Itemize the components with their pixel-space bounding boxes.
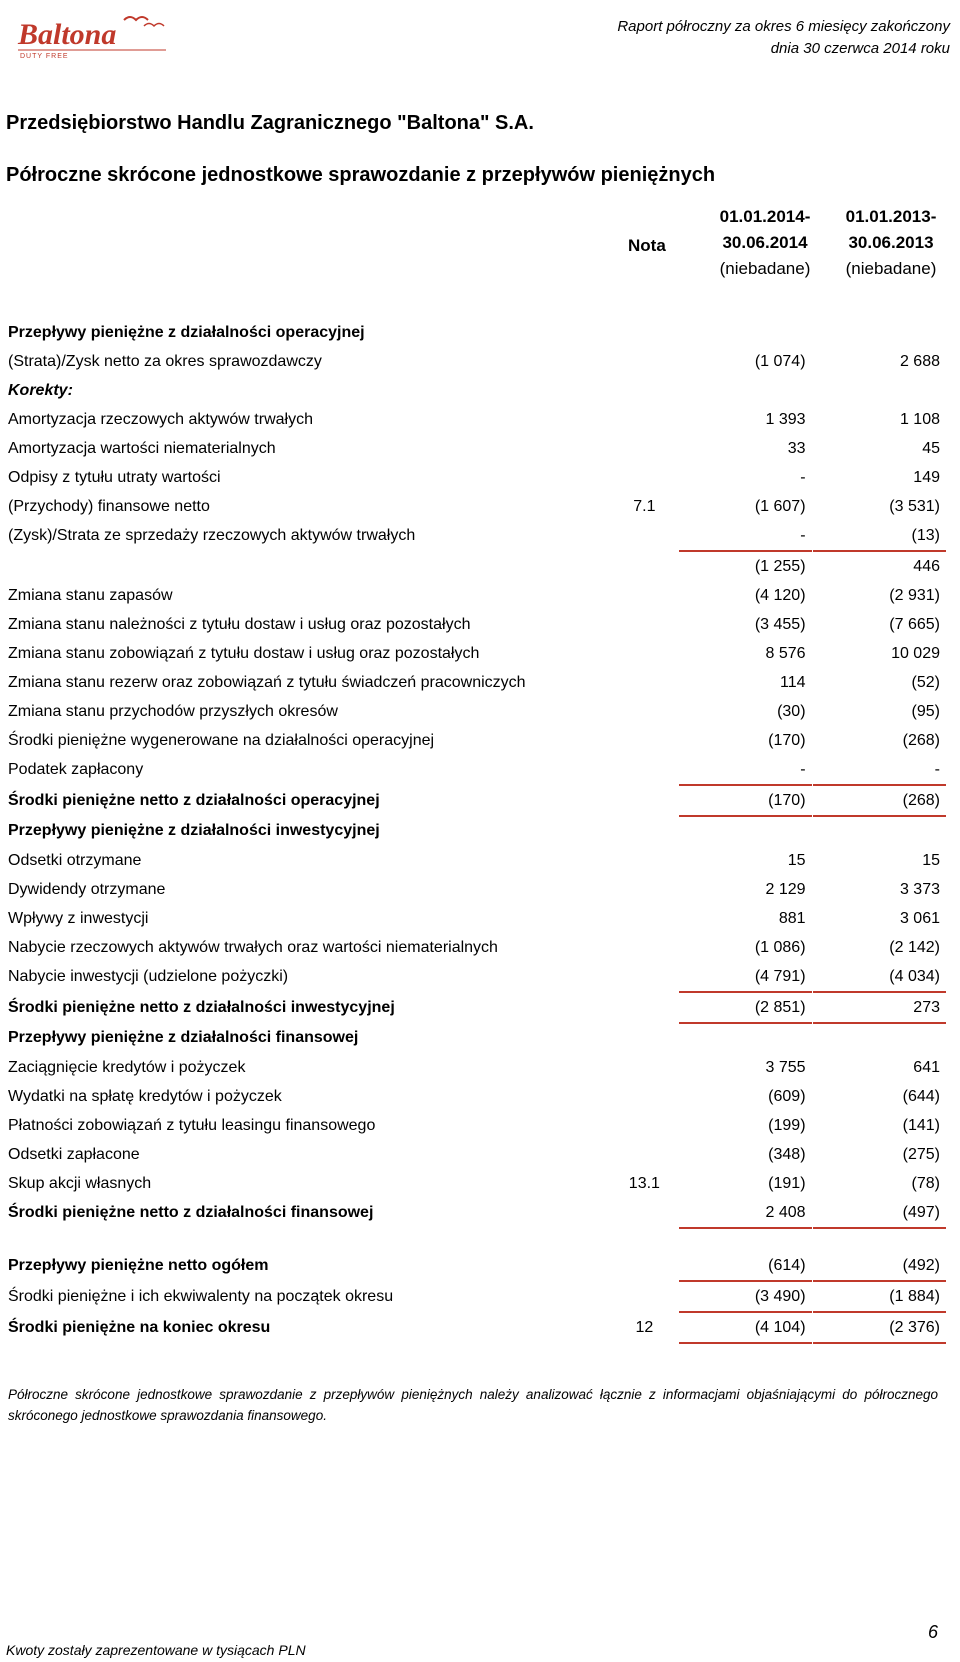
row-label: Środki pieniężne wygenerowane na działalności operacyjnej (8, 731, 435, 749)
row-value-2013: (492) (813, 1251, 946, 1281)
row-value-2014: (2 851) (679, 992, 811, 1023)
row-label: Korekty: (8, 381, 73, 399)
row-value-2013: 2 688 (899, 352, 940, 370)
row-value-2014: (348) (768, 1145, 806, 1163)
row-value-2013: (268) (902, 731, 940, 749)
row-value-2014: 8 576 (765, 644, 806, 662)
row-value-2014: (4 120) (754, 586, 806, 604)
table-row (8, 816, 946, 846)
row-nota (610, 1281, 679, 1312)
table-row (8, 726, 946, 755)
table-row (8, 1111, 946, 1140)
row-value-2013: (78) (911, 1174, 940, 1192)
row-value-2014: (4 791) (679, 962, 811, 992)
table-row (8, 551, 946, 581)
row-value-2013: (2 142) (889, 938, 940, 956)
table-row (8, 1169, 946, 1198)
table-row (8, 318, 946, 347)
table-row (8, 1082, 946, 1111)
table-row (8, 581, 946, 610)
row-value-2013: (497) (813, 1198, 946, 1228)
row-value-2014: 2 129 (765, 880, 806, 898)
row-value-2014: (191) (768, 1174, 806, 1192)
row-label: Nabycie rzeczowych aktywów trwałych oraz wartości niematerialnych (8, 938, 498, 956)
row-label: Wpływy z inwestycji (8, 909, 149, 927)
row-value-2013: 45 (922, 439, 940, 457)
row-value-2013 (813, 376, 946, 405)
row-value-2014: (1 086) (754, 938, 806, 956)
row-nota (610, 816, 679, 846)
row-value-2014: (614) (679, 1251, 811, 1281)
period-2013-line1: 01.01.2013- (845, 207, 937, 226)
row-value-2014: (199) (768, 1116, 806, 1134)
row-value-2013 (813, 318, 946, 347)
row-value-2013: (13) (813, 521, 946, 551)
period-2014-line2: 30.06.2014 (722, 233, 808, 252)
row-nota (610, 962, 679, 992)
company-name: Przedsiębiorstwo Handlu Zagranicznego "Baltona" S.A. (6, 112, 534, 134)
row-nota (610, 904, 679, 933)
row-label: Środki pieniężne na koniec okresu (8, 1318, 271, 1336)
footnote: Półroczne skrócone jednostkowe sprawozdanie z przepływów pieniężnych należy analizować łącznie z informacjami objaśniającymi do półrocznego skróconego jednostkowe sprawozdania finansowego. (8, 1387, 938, 1423)
row-value-2013: (3 531) (889, 497, 940, 515)
row-value-2014: (609) (768, 1087, 806, 1105)
row-label: Podatek zapłacony (8, 761, 144, 778)
row-value-2013: 3 373 (899, 880, 940, 898)
row-value-2014: (3 490) (679, 1281, 811, 1312)
row-value-2014 (679, 318, 811, 347)
row-label: (Zysk)/Strata ze sprzedaży rzeczowych aktywów trwałych (8, 527, 416, 544)
table-row (8, 875, 946, 904)
row-label: Nabycie inwestycji (udzielone pożyczki) (8, 968, 289, 985)
row-nota (610, 1023, 679, 1053)
row-value-2014: - (800, 468, 806, 486)
table-row (8, 668, 946, 697)
row-label: Przepływy pieniężne z działalności operacyjnej (8, 323, 365, 341)
table-row (8, 347, 946, 376)
row-value-2013: (95) (911, 702, 940, 720)
table-row (8, 846, 946, 875)
report-header (617, 16, 950, 60)
nota-column-header: Nota (628, 236, 666, 255)
row-value-2014 (679, 1023, 811, 1053)
table-row (8, 933, 946, 962)
row-value-2013 (813, 1228, 946, 1251)
row-value-2014 (679, 376, 811, 405)
cash-flow-table (8, 318, 946, 1344)
row-value-2013: (2 931) (889, 586, 940, 604)
row-label: Wydatki na spłatę kredytów i pożyczek (8, 1087, 282, 1105)
logo-subtext: DUTY FREE (20, 53, 69, 60)
row-label: Zmiana stanu należności z tytułu dostaw i usług oraz pozostałych (8, 615, 471, 633)
table-row (8, 1053, 946, 1082)
row-value-2013 (813, 816, 946, 846)
period-2013-line3: (niebadane) (845, 259, 937, 278)
table-row (8, 1198, 946, 1228)
table-row (8, 492, 946, 521)
row-nota (610, 318, 679, 347)
row-label (8, 1228, 610, 1251)
row-value-2014 (679, 1228, 811, 1251)
row-value-2014: (1 255) (754, 557, 806, 575)
row-nota (610, 551, 679, 581)
row-value-2013 (813, 1023, 946, 1053)
company-logo (16, 12, 176, 60)
row-value-2014: (1 074) (754, 352, 806, 370)
row-nota (610, 933, 679, 962)
table-row (8, 639, 946, 668)
table-row (8, 463, 946, 492)
row-nota (610, 1251, 679, 1281)
row-label: Odpisy z tytułu utraty wartości (8, 468, 221, 486)
row-value-2013: 641 (913, 1058, 940, 1076)
row-label: Zaciągnięcie kredytów i pożyczek (8, 1058, 246, 1076)
row-label: Środki pieniężne i ich ekwiwalenty na początek okresu (8, 1287, 394, 1305)
row-nota (610, 610, 679, 639)
table-row (8, 610, 946, 639)
row-nota: 7.1 (633, 497, 656, 515)
row-value-2014: 1 393 (765, 410, 806, 428)
row-nota (610, 1198, 679, 1228)
row-label: Odsetki zapłacone (8, 1145, 140, 1163)
report-header-line1: Raport półroczny za okres 6 miesięcy zakończony (617, 18, 950, 35)
row-value-2014: (1 607) (754, 497, 806, 515)
row-nota (610, 347, 679, 376)
table-row (8, 405, 946, 434)
table-row (8, 904, 946, 933)
row-value-2014: (3 455) (754, 615, 806, 633)
row-nota (610, 1082, 679, 1111)
page-number: 6 (927, 1622, 938, 1642)
row-nota (610, 463, 679, 492)
row-label (8, 551, 610, 581)
row-value-2014: 881 (778, 909, 806, 927)
table-row (8, 434, 946, 463)
row-nota (610, 639, 679, 668)
row-nota (610, 1053, 679, 1082)
row-value-2014: (30) (777, 702, 806, 720)
row-nota (610, 697, 679, 726)
row-nota (610, 581, 679, 610)
row-value-2014 (679, 816, 811, 846)
row-nota (610, 875, 679, 904)
row-value-2014: - (679, 521, 811, 551)
document-title: Półroczne skrócone jednostkowe sprawozdanie z przepływów pieniężnych (6, 164, 716, 186)
table-row (8, 1251, 946, 1281)
row-value-2013: (4 034) (813, 962, 946, 992)
report-header-line2: dnia 30 czerwca 2014 roku (770, 40, 950, 57)
row-label: Odsetki otrzymane (8, 851, 142, 869)
row-label: (Przychody) finansowe netto (8, 497, 210, 515)
row-nota (610, 521, 679, 551)
row-nota (610, 434, 679, 463)
row-value-2013: (7 665) (889, 615, 940, 633)
table-row (8, 1281, 946, 1312)
row-value-2013: 15 (922, 851, 940, 869)
row-value-2014: (170) (679, 785, 811, 816)
row-value-2013: 149 (913, 468, 940, 486)
table-row (8, 785, 946, 816)
row-nota (610, 846, 679, 875)
row-nota: 12 (635, 1318, 654, 1336)
row-value-2014: 114 (780, 673, 806, 691)
row-value-2013: (1 884) (813, 1281, 946, 1312)
table-row (8, 962, 946, 992)
row-label: Przepływy pieniężne netto ogółem (8, 1257, 269, 1274)
row-label: Przepływy pieniężne z działalności inwestycyjnej (8, 822, 380, 839)
row-value-2013: (275) (902, 1145, 940, 1163)
row-value-2013: (2 376) (813, 1312, 946, 1343)
row-nota (610, 405, 679, 434)
table-row (8, 992, 946, 1023)
table-row (8, 376, 946, 405)
row-label: Środki pieniężne netto z działalności finansowej (8, 1204, 374, 1221)
row-value-2013: 3 061 (899, 909, 940, 927)
table-row (8, 1228, 946, 1251)
row-label: Skup akcji własnych (8, 1174, 152, 1192)
table-row (8, 1140, 946, 1169)
logo-text: Baltona (18, 18, 117, 51)
row-value-2014: - (679, 755, 811, 785)
row-value-2013: (644) (902, 1087, 940, 1105)
row-label: Zmiana stanu zobowiązań z tytułu dostaw i usług oraz pozostałych (8, 644, 480, 662)
table-row (8, 697, 946, 726)
period-2013-header (826, 204, 956, 282)
row-value-2014: 15 (787, 851, 806, 869)
table-row (8, 1312, 946, 1343)
row-value-2013: 446 (913, 557, 940, 575)
period-2013-line2: 30.06.2013 (848, 233, 934, 252)
row-value-2014: (170) (768, 731, 806, 749)
row-label: Środki pieniężne netto z działalności operacyjnej (8, 791, 380, 809)
row-nota: 13.1 (628, 1174, 660, 1192)
row-nota (610, 992, 679, 1023)
row-label: Dywidendy otrzymane (8, 880, 166, 898)
row-value-2013: - (813, 755, 946, 785)
footer-note: Kwoty zostały zaprezentowane w tysiącach PLN (6, 1642, 306, 1658)
row-value-2014: 3 755 (765, 1058, 806, 1076)
row-label: Płatności zobowiązań z tytułu leasingu finansowego (8, 1116, 376, 1134)
row-value-2014: 2 408 (679, 1198, 811, 1228)
row-label: Amortyzacja rzeczowych aktywów trwałych (8, 410, 313, 428)
row-value-2014: (4 104) (679, 1312, 811, 1343)
row-value-2013: (268) (813, 785, 946, 816)
row-nota (610, 1111, 679, 1140)
row-value-2014: 33 (787, 439, 806, 457)
row-value-2013: (141) (902, 1116, 940, 1134)
row-nota (610, 376, 679, 405)
row-nota (610, 1140, 679, 1169)
row-nota (610, 1228, 679, 1251)
row-label: Amortyzacja wartości niematerialnych (8, 439, 276, 457)
table-row (8, 755, 946, 785)
period-2014-header (700, 204, 830, 282)
table-row (8, 521, 946, 551)
period-2014-line3: (niebadane) (719, 259, 811, 278)
row-nota (610, 785, 679, 816)
table-row (8, 1023, 946, 1053)
row-nota (610, 726, 679, 755)
row-label: Zmiana stanu zapasów (8, 586, 173, 604)
row-value-2013: 10 029 (891, 644, 940, 662)
row-label: Zmiana stanu rezerw oraz zobowiązań z tytułu świadczeń pracowniczych (8, 673, 526, 691)
row-label: Przepływy pieniężne z działalności finansowej (8, 1029, 359, 1046)
row-nota (610, 668, 679, 697)
row-label: (Strata)/Zysk netto za okres sprawozdawczy (8, 352, 322, 370)
row-value-2013: 1 108 (899, 410, 940, 428)
row-label: Środki pieniężne netto z działalności inwestycyjnej (8, 998, 395, 1016)
period-2014-line1: 01.01.2014- (719, 207, 811, 226)
row-value-2013: 273 (813, 992, 946, 1023)
row-value-2013: (52) (911, 673, 940, 691)
row-label: Zmiana stanu przychodów przyszłych okresów (8, 702, 338, 720)
row-nota (610, 755, 679, 785)
